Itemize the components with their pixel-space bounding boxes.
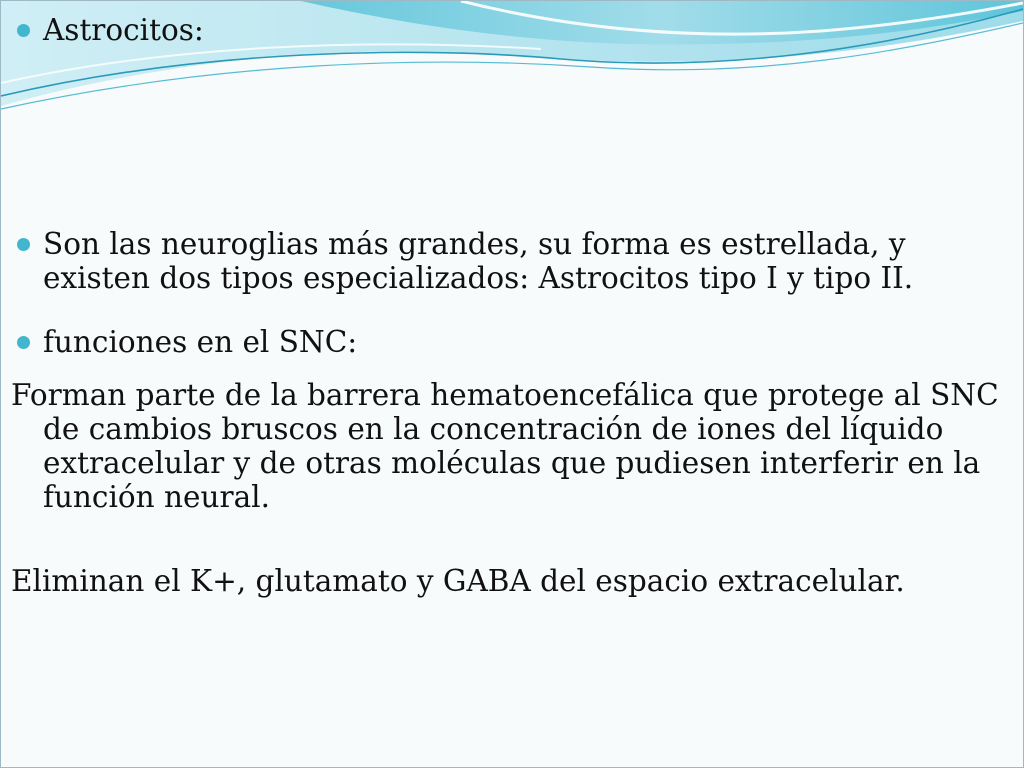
bullet-item-description — [11, 227, 1003, 295]
bullet-dot-icon — [17, 238, 30, 251]
paragraph-barrera: Forman parte de la barrera hematoencefálica que protege al SNC de cambios bruscos en la concentración de iones del líquido extracelular y de otras moléculas que pudiesen interferir en la función neural. — [11, 378, 999, 514]
bullet-item-astrocitos — [11, 13, 1003, 47]
bullet-dot-icon — [17, 24, 30, 37]
bullet-item-funciones — [11, 325, 1003, 359]
bullet-text: Son las neuroglias más grandes, su forma es estrellada, y existen dos tipos especializados: Astrocitos tipo I y tipo II. — [43, 227, 914, 295]
bullet-text: funciones en el SNC: — [43, 325, 358, 359]
bullet-text: Astrocitos: — [43, 13, 204, 47]
bullet-dot-icon — [17, 336, 30, 349]
paragraph-eliminan: Eliminan el K+, glutamato y GABA del espacio extracelular. — [11, 564, 905, 598]
